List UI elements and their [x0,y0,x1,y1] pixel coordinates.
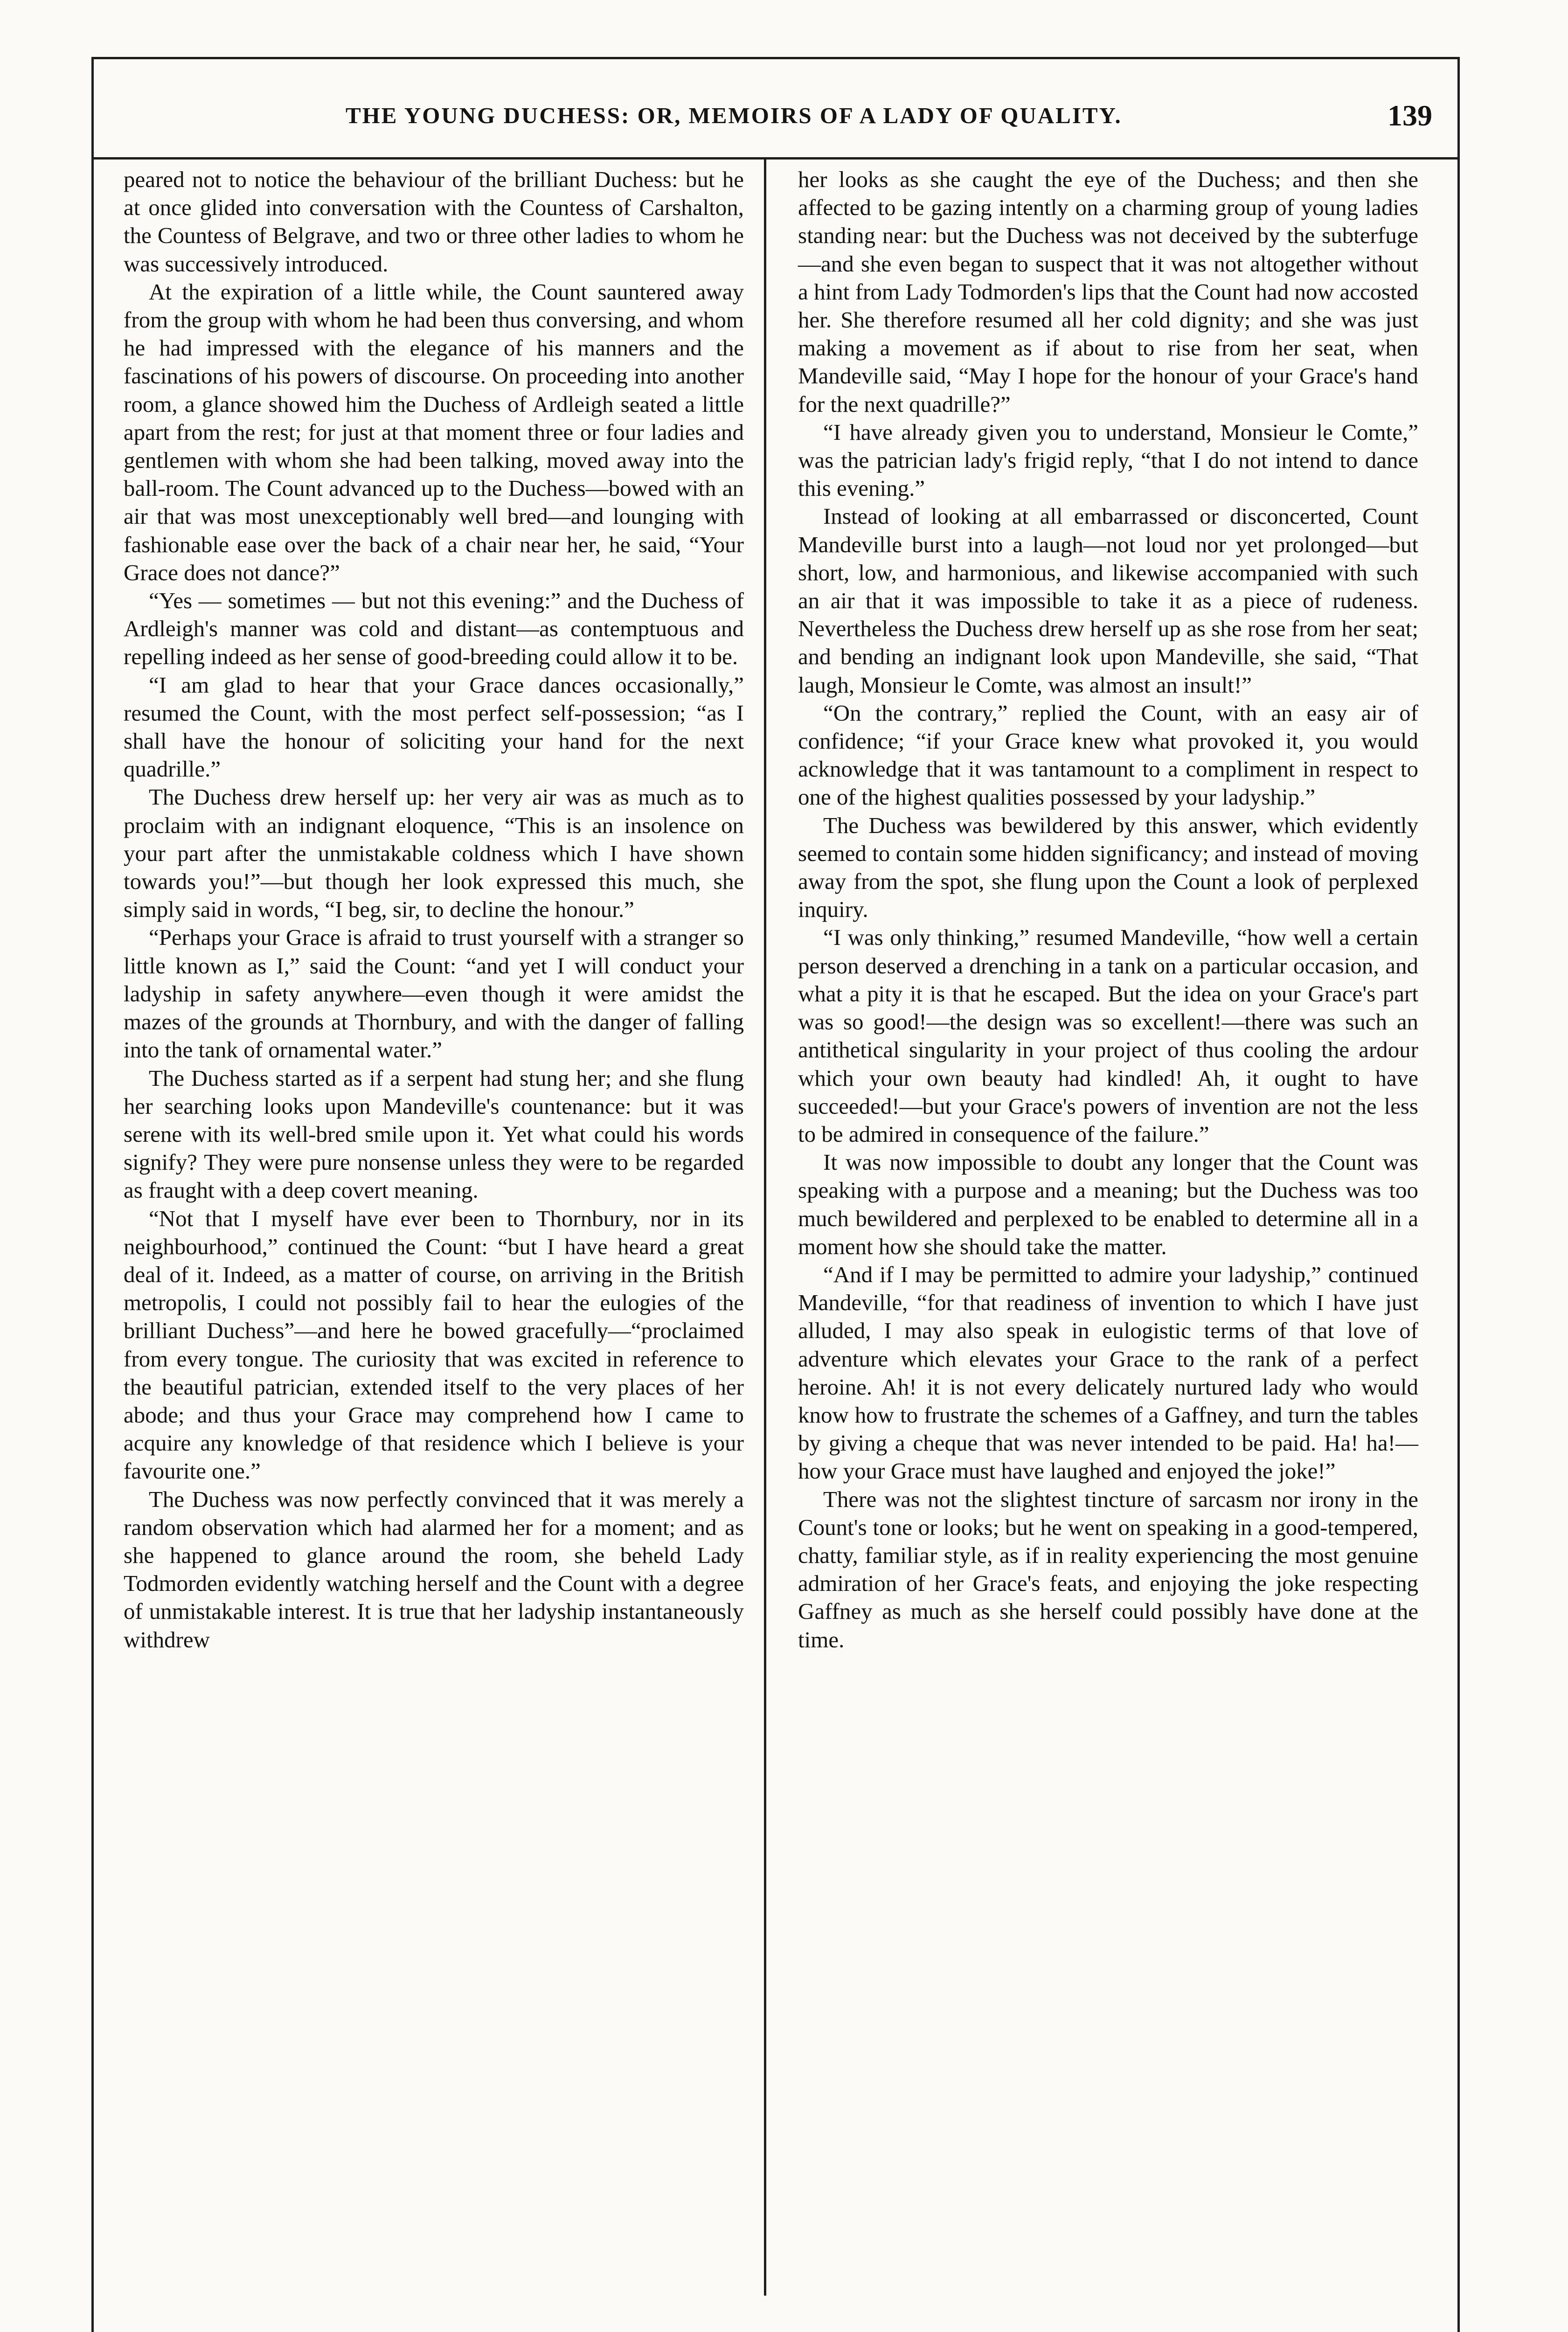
paragraph: her looks as she caught the eye of the Duchess; and then she affected to be gazing intently on a charming group of young ladies standing near: but the Duchess was not deceived by the subterfuge—and she even began to suspect that it was not altogether without a hint from Lady Todmorden's lips that the Count had now accosted her. She therefore resumed all her cold dignity; and she was just making a movement as if about to rise from her seat, when Mandeville said, “May I hope for the honour of your Grace's hand for the next quadrille?” [798,167,1418,417]
column-divider [764,160,766,2296]
paragraph: The Duchess drew herself up: her very air was as much as to proclaim with an indignant eloquence, “This is an insolence on your part after the unmistakable coldness which I have shown towards you!”—but though her look expressed this much, she simply said in words, “I beg, sir, to decline the honour.” [124,784,744,923]
paragraph: The Duchess was bewildered by this answer, which evidently seemed to contain some hidden significancy; and instead of moving away from the spot, she flung upon the Count a look of perplexed inquiry. [798,812,1418,923]
paragraph: At the expiration of a little while, the Count sauntered away from the group with whom he had been thus conversing, and whom he had impressed with the elegance of his manners and the fascinations of his powers of discourse. On proceeding into another room, a glance showed him the Duchess of Ardleigh seated a little apart from the rest; for just at that moment three or four ladies and gentlemen with whom she had been talking, moved away into the ball-room. The Count advanced up to the Duchess—bowed with an air that was most unexceptionably well bred—and lounging with fashionable ease over the back of a chair near her, he said, “Your Grace does not dance?” [124,278,744,585]
paragraph: “And if I may be permitted to admire your ladyship,” continued Mandeville, “for that readiness of invention to which I have just alluded, I may also speak in eulogistic terms of that love of adventure which elevates your Grace to the rank of a perfect heroine. Ah! it is not every delicately nurtured lady who would know how to frustrate the schemes of a Gaffney, and turn the tables by giving a cheque that was never intended to be paid. Ha! ha!—how your Grace must have laughed and enjoyed the joke!” [798,1261,1418,1484]
paragraph: Instead of looking at all embarrassed or disconcerted, Count Mandeville burst into a laugh—not loud nor yet prolonged—but short, low, and harmonious, and likewise accompanied with such an air that it was impossible to take it as a piece of rudeness. Nevertheless the Duchess drew herself up as she rose from her seat; and bending an indignant look upon Mandeville, she said, “That laugh, Monsieur le Comte, was almost an insult!” [798,503,1418,698]
paragraph: “On the contrary,” replied the Count, with an easy air of confidence; “if your Grace knew what provoked it, you would acknowledge that it was tantamount to a compliment in respect to one of the highest qualities possessed by your ladyship.” [798,700,1418,810]
paragraph: It was now impossible to doubt any longer that the Count was speaking with a purpose and a meaning; but the Duchess was too much bewildered and perplexed to be enabled to determine all in a moment how she should take the matter. [798,1149,1418,1259]
header-rule [94,157,1457,160]
left-column [124,166,744,1654]
page-number: 139 [1388,99,1432,132]
paragraph: “I am glad to hear that your Grace dances occasionally,” resumed the Count, with the most perfect self-possession; “as I shall have the honour of soliciting your hand for the next quadrille.” [124,672,744,782]
paragraph: “I have already given you to understand, Monsieur le Comte,” was the patrician lady's frigid reply, “that I do not intend to dance this evening.” [798,419,1418,501]
page-header [94,99,1457,144]
paragraph: peared not to notice the behaviour of the brilliant Duchess: but he at once glided into conversation with the Countess of Carshalton, the Countess of Belgrave, and two or three other ladies to whom he was successively introduced. [124,167,744,277]
paragraph: “Perhaps your Grace is afraid to trust yourself with a stranger so little known as I,” said the Count: “and yet I will conduct your ladyship in safety anywhere—even though it were amidst the mazes of the grounds at Thornbury, and with the danger of falling into the tank of ornamental water.” [124,924,744,1063]
paragraph: “Yes — sometimes — but not this evening:” and the Duchess of Ardleigh's manner was cold and distant—as contemptuous and repelling indeed as her sense of good-breeding could allow it to be. [124,588,744,670]
paragraph: The Duchess started as if a serpent had stung her; and she flung her searching looks upon Mandeville's countenance: but it was serene with its well-bred smile upon it. Yet what could his words signify? They were pure nonsense unless they were to be regarded as fraught with a deep covert meaning. [124,1065,744,1203]
paragraph: The Duchess was now perfectly convinced that it was merely a random observation which had alarmed her for a moment; and as she happened to glance around the room, she beheld Lady Todmorden evidently watching herself and the Count with a degree of unmistakable interest. It is true that her ladyship instantaneously withdrew [124,1486,744,1652]
running-head: THE YOUNG DUCHESS: OR, MEMOIRS OF A LADY OF QUALITY. [346,103,1122,128]
right-column [798,166,1418,1654]
paragraph: There was not the slightest tincture of sarcasm nor irony in the Count's tone or looks; but he went on speaking in a good-tempered, chatty, familiar style, as if in reality experiencing the most genuine admiration of her Grace's feats, and enjoying the joke respecting Gaffney as much as she herself could possibly have done at the time. [798,1486,1418,1652]
paragraph: “I was only thinking,” resumed Mandeville, “how well a certain person deserved a drenching in a tank on a particular occasion, and what a pity it is that he escaped. But the idea on your Grace's part was so good!—the design was so excellent!—there was such an antithetical singularity in your project of thus cooling the ardour which your own beauty had kindled! Ah, it ought to have succeeded!—but your Grace's powers of invention are not the less to be admired in consequence of the failure.” [798,924,1418,1147]
page-frame [91,57,1460,2332]
paragraph: “Not that I myself have ever been to Thornbury, nor in its neighbourhood,” continued the Count: “but I have heard a great deal of it. Indeed, as a matter of course, on arriving in the British metropolis, I could not possibly fail to hear the eulogies of the brilliant Duchess”—and here he bowed gracefully—“proclaimed from every tongue. The curiosity that was excited in reference to the beautiful patrician, extended itself to the very places of her abode; and thus your Grace may comprehend how I came to acquire any knowledge of that residence which I believe is your favourite one.” [124,1205,744,1484]
